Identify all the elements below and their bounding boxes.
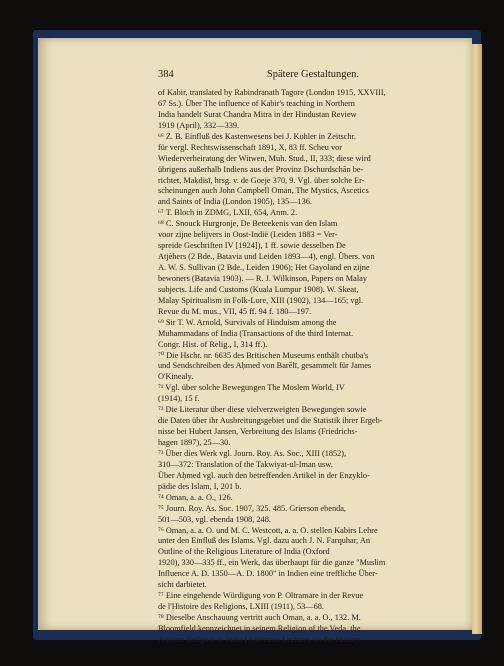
- text-line: and Saints of India (London 1905), 135—136.: [158, 197, 312, 207]
- text-line: ⁷⁵ Journ. Roy. As. Soc. 1907, 325. 485. Grierson ebenda,: [158, 503, 346, 513]
- text-line: Revue du M. mus., VII, 45 ff. 94 f. 180—197.: [158, 306, 312, 316]
- text-line: Outline of the Religious Literature of India (Oxford: [158, 547, 330, 557]
- text-line: spreide Geschriften IV [1924]), 1 ff. sowie desselben De: [158, 241, 346, 251]
- page-header: [158, 69, 468, 83]
- text-line: und Sendschreiben des Aḥmed von Barēlī, gesammelt für James: [158, 361, 372, 371]
- text-line: India handelt Surat Chandra Mitra in der Hindustan Review: [158, 109, 357, 119]
- text-line: subjects. Life and Customs (Kuala Lumpur 1908). W. Skeat,: [158, 284, 359, 294]
- page-number: 384: [158, 69, 174, 80]
- text-line: Über Aḥmed vgl. auch den betreffenden Artikel in der Enzyklo-: [158, 470, 370, 480]
- text-line: scheinungen auch John Campbell Oman, The Mystics, Ascetics: [158, 186, 369, 196]
- text-line: bewoners (Batavia 1903). — R. J. Wilkinson, Papers on Malay: [158, 273, 367, 283]
- text-line: ⁷⁰ Die Hschr. nr. 6635 des Britischen Museums enthält chutba's: [158, 350, 369, 360]
- page-edges: [472, 44, 482, 634]
- text-line: ⁶⁶ Z. B. Einfluß des Kastenwesens bei J. Kohler in Zeitschr.: [158, 131, 356, 141]
- text-line: ⁷¹ Vgl. über solche Bewegungen The Moslem World, IV: [158, 383, 345, 393]
- text-line: 310—372: Translation of the Takwiyat-ul-Iman usw.: [158, 459, 333, 469]
- text-line: (1914), 15 f.: [158, 394, 200, 404]
- text-line: ⁶⁸ C. Snouck Hurgronje, De Beteekenis van den Islam: [158, 219, 338, 229]
- text-line: für vergl. Rechtswissenschaft 1891, X, 83 ff. Scheu vor: [158, 142, 343, 152]
- text-line: Wiederverheiratung der Witwen, Muh. Stud., II, 333; diese wird: [158, 153, 371, 163]
- text-line: unter den Einfluß des Islams. Vgl. dazu auch J. N. Farquhar, An: [158, 536, 370, 546]
- text-line: ⁷⁷ Eine eingehende Würdigung von P. Oltramare in der Revue: [158, 591, 364, 601]
- text-line: 1920), 330—335 ff., ein Werk, das überhaupt für die ganze "Muslim: [158, 558, 386, 568]
- text-line: ⁷⁶ Oman, a. a. O. und M. C. Westcott, a. a. O. stellen Kabirs Lehre: [158, 525, 378, 535]
- text-line: Atjèhers (2 Bde., Batavia und Leiden 1893—4), engl. Übers. von: [158, 252, 375, 262]
- footnotes-text: [158, 88, 473, 646]
- text-line: ⁷⁸ Dieselbe Anschauung vertritt auch Oman, a. a. O., 132. M.: [158, 613, 361, 622]
- text-line: hagen 1897), 25—30.: [158, 438, 231, 447]
- text-line: 67 Ss.). Über The influence of Kabir's teaching in Northern: [158, 98, 355, 108]
- text-line: ⁷³ Über dies Werk vgl. Journ. Roy. As. Soc., XIII (1852),: [158, 448, 347, 458]
- text-line: de l'Histoire des Religions, LXIII (1911), 53—68.: [158, 602, 324, 612]
- text-line: 1919 (April), 332—339.: [158, 120, 240, 130]
- text-line: die Daten über ihr Ausbreitungsgebiet und die Statistik ihrer Ergeb-: [158, 416, 383, 426]
- running-head: Spätere Gestaltungen.: [266, 69, 360, 80]
- text-line: ⁶⁷ T. Bloch in ZDMG, LXII, 654, Anm. 2.: [158, 208, 298, 218]
- text-line: voor zijne belijvers in Oost-Indië (Leiden 1883 = Ver-: [158, 230, 338, 240]
- text-line: Bloomfield kennzeichnet in seinem Religion of the Veda, the: [158, 623, 361, 633]
- text-line: Muhammadans of India (Transactions of the third Internat.: [158, 328, 354, 338]
- text-line: Ancient Religion in India (American Lectures on the History: [158, 634, 361, 644]
- text-line: ⁷² Die Literatur über diese vielverzweigten Bewegungen sowie: [158, 405, 367, 415]
- text-line: übrigens außerhalb Indiens aus der Provinz Dschurdschān be-: [158, 164, 364, 174]
- text-line: Influence A. D. 1350—A. D. 1800" in Indien eine treffliche Über-: [158, 569, 378, 579]
- text-line: ⁷⁴ Oman, a. a. O., 126.: [158, 492, 233, 502]
- text-line: Malay Spiritualism in Folk-Lore, XIII (1902), 134—165; vgl.: [158, 295, 364, 305]
- text-line: sicht darbietet.: [158, 580, 207, 590]
- text-line: 501—503, vgl. ebenda 1908, 248.: [158, 514, 271, 524]
- text-line: nisse bei Hubert Jansen, Verbreitung des Islams (Friedrichs-: [158, 427, 358, 437]
- text-line: of Kabir, translated by Rabindranath Tagore (London 1915, XXVIII,: [158, 88, 386, 97]
- text-line: ⁶⁹ Sir T. W. Arnold, Survivals of Hinduism among the: [158, 317, 337, 327]
- text-line: pädie des Islam, I, 201 b.: [158, 481, 242, 491]
- text-line: richtet, Maḳdisī, hrsg. v. de Goeje 370, 9. Vgl. über solche Er-: [158, 175, 365, 185]
- text-line: O'Kinealy.: [158, 372, 194, 382]
- text-line: Congr. Hist. of Relig., I, 314 ff.).: [158, 339, 268, 349]
- text-line: A. W. S. Sullivan (2 Bde., Leiden 1906); Het Gayoland en zijne: [158, 263, 370, 272]
